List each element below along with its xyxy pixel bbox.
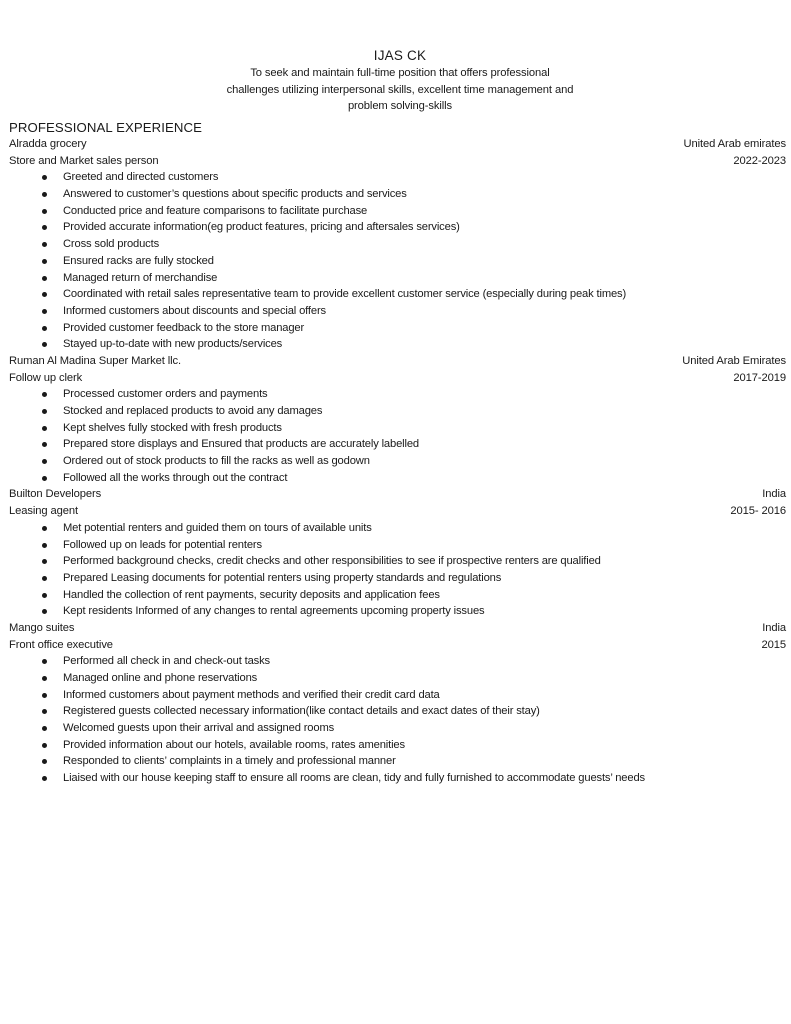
- job-company-row: [9, 136, 786, 153]
- bullet-icon: [42, 342, 47, 347]
- duty-item: Performed background checks, credit checks and other responsibilities to see if prospective renters are qualified: [9, 553, 786, 570]
- duty-item: Managed online and phone reservations: [9, 670, 786, 687]
- duty-item: Ensured racks are fully stocked: [9, 253, 786, 270]
- bullet-icon: [42, 442, 47, 447]
- duty-item: Prepared store displays and Ensured that products are accurately labelled: [9, 436, 786, 453]
- job-duties: [9, 386, 786, 486]
- bullet-icon: [42, 242, 47, 247]
- bullet-icon: [42, 276, 47, 281]
- job-company: Alradda grocery: [9, 138, 87, 150]
- duty-item: Provided accurate information(eg product features, pricing and aftersales services): [9, 219, 786, 236]
- bullet-icon: [42, 309, 47, 314]
- duty-item: Kept shelves fully stocked with fresh products: [9, 420, 786, 437]
- job-title-row: [9, 370, 786, 387]
- bullet-icon: [42, 576, 47, 581]
- duty-item: Handled the collection of rent payments, security deposits and application fees: [9, 587, 786, 604]
- duty-item: Ordered out of stock products to fill the racks as well as godown: [9, 453, 786, 470]
- job-location: India: [762, 488, 786, 501]
- duty-item: Prepared Leasing documents for potential renters using property standards and regulations: [9, 570, 786, 587]
- bullet-icon: [42, 593, 47, 598]
- duty-item: Coordinated with retail sales representative team to provide excellent customer service (especially during peak times): [9, 286, 786, 303]
- bullet-icon: [42, 609, 47, 614]
- job-title-row: [9, 153, 786, 170]
- bullet-icon: [42, 543, 47, 548]
- bullet-icon: [42, 459, 47, 464]
- job-dates: 2015: [761, 638, 786, 651]
- job-title: Leasing agent: [9, 505, 78, 518]
- job-title: Store and Market sales person: [9, 154, 159, 167]
- bullet-icon: [42, 326, 47, 331]
- job-dates: 2015- 2016: [730, 505, 786, 518]
- duty-item: Conducted price and feature comparisons to facilitate purchase: [9, 203, 786, 220]
- job-entry: [9, 620, 786, 787]
- objective-line: challenges utilizing interpersonal skills, excellent time management and: [226, 83, 574, 96]
- bullet-icon: [42, 192, 47, 197]
- objective-line: problem solving-skills: [347, 100, 453, 112]
- duty-item: Stocked and replaced products to avoid any damages: [9, 403, 786, 420]
- job-duties: [9, 169, 786, 353]
- job-company: Mango suites: [9, 621, 75, 634]
- duty-item: Stayed up-to-date with new products/services: [9, 336, 786, 353]
- duty-item: Welcomed guests upon their arrival and assigned rooms: [9, 720, 786, 737]
- duty-item: Met potential renters and guided them on tours of available units: [9, 520, 786, 537]
- bullet-icon: [42, 726, 47, 731]
- duty-item: Registered guests collected necessary information(like contact details and exact dates of their stay): [9, 703, 786, 720]
- job-dates: 2017-2019: [733, 371, 786, 384]
- duty-item: Responded to clients’ complaints in a timely and professional manner: [9, 753, 786, 770]
- duty-item: Followed all the works through out the contract: [9, 470, 786, 487]
- job-location: United Arab Emirates: [682, 354, 786, 367]
- resume-header: [0, 47, 791, 115]
- bullet-icon: [42, 175, 47, 180]
- objective-statement: [0, 65, 791, 115]
- bullet-icon: [42, 225, 47, 230]
- bullet-icon: [42, 476, 47, 481]
- job-company: Ruman Al Madina Super Market llc.: [9, 354, 182, 367]
- bullet-icon: [42, 559, 47, 564]
- bullet-icon: [42, 676, 47, 681]
- duty-item: Managed return of merchandise: [9, 270, 786, 287]
- bullet-icon: [42, 409, 47, 414]
- job-duties: [9, 520, 786, 620]
- duty-item: Informed customers about discounts and special offers: [9, 303, 786, 320]
- job-company-row: [9, 620, 786, 637]
- objective-line: To seek and maintain full-time position that offers professional: [250, 67, 550, 79]
- bullet-icon: [42, 392, 47, 397]
- duty-item: Followed up on leads for potential renters: [9, 537, 786, 554]
- job-entry: [9, 486, 786, 620]
- duty-item: Liaised with our house keeping staff to ensure all rooms are clean, tidy and fully furnished to accommodate guests’ needs: [9, 770, 786, 787]
- bullet-icon: [42, 776, 47, 781]
- job-title-row: [9, 637, 786, 654]
- experience-list: [9, 136, 786, 787]
- section-title-experience: PROFESSIONAL EXPERIENCE: [9, 120, 203, 135]
- candidate-name: IJAS CK: [373, 48, 427, 63]
- bullet-icon: [42, 743, 47, 748]
- bullet-icon: [42, 209, 47, 214]
- duty-item: Greeted and directed customers: [9, 169, 786, 186]
- job-entry: [9, 136, 786, 353]
- job-duties: [9, 653, 786, 787]
- bullet-icon: [42, 526, 47, 531]
- job-title: Front office executive: [9, 638, 113, 651]
- duty-item: Answered to customer’s questions about specific products and services: [9, 186, 786, 203]
- job-title-row: [9, 503, 786, 520]
- duty-item: Cross sold products: [9, 236, 786, 253]
- duty-item: Provided information about our hotels, available rooms, rates amenities: [9, 737, 786, 754]
- duty-item: Informed customers about payment methods and verified their credit card data: [9, 687, 786, 704]
- bullet-icon: [42, 709, 47, 714]
- duty-item: Kept residents Informed of any changes to rental agreements upcoming property issues: [9, 603, 786, 620]
- job-company-row: [9, 353, 786, 370]
- job-location: United Arab emirates: [683, 138, 786, 150]
- bullet-icon: [42, 693, 47, 698]
- bullet-icon: [42, 759, 47, 764]
- job-location: India: [762, 621, 786, 634]
- bullet-icon: [42, 659, 47, 664]
- bullet-icon: [42, 259, 47, 264]
- job-company-row: [9, 486, 786, 503]
- duty-item: Processed customer orders and payments: [9, 386, 786, 403]
- duty-item: Performed all check in and check-out tasks: [9, 653, 786, 670]
- bullet-icon: [42, 426, 47, 431]
- bullet-icon: [42, 292, 47, 297]
- job-title: Follow up clerk: [9, 371, 83, 384]
- duty-item: Provided customer feedback to the store manager: [9, 320, 786, 337]
- job-dates: 2022-2023: [733, 154, 786, 167]
- job-company: Builton Developers: [9, 488, 102, 501]
- job-entry: [9, 353, 786, 487]
